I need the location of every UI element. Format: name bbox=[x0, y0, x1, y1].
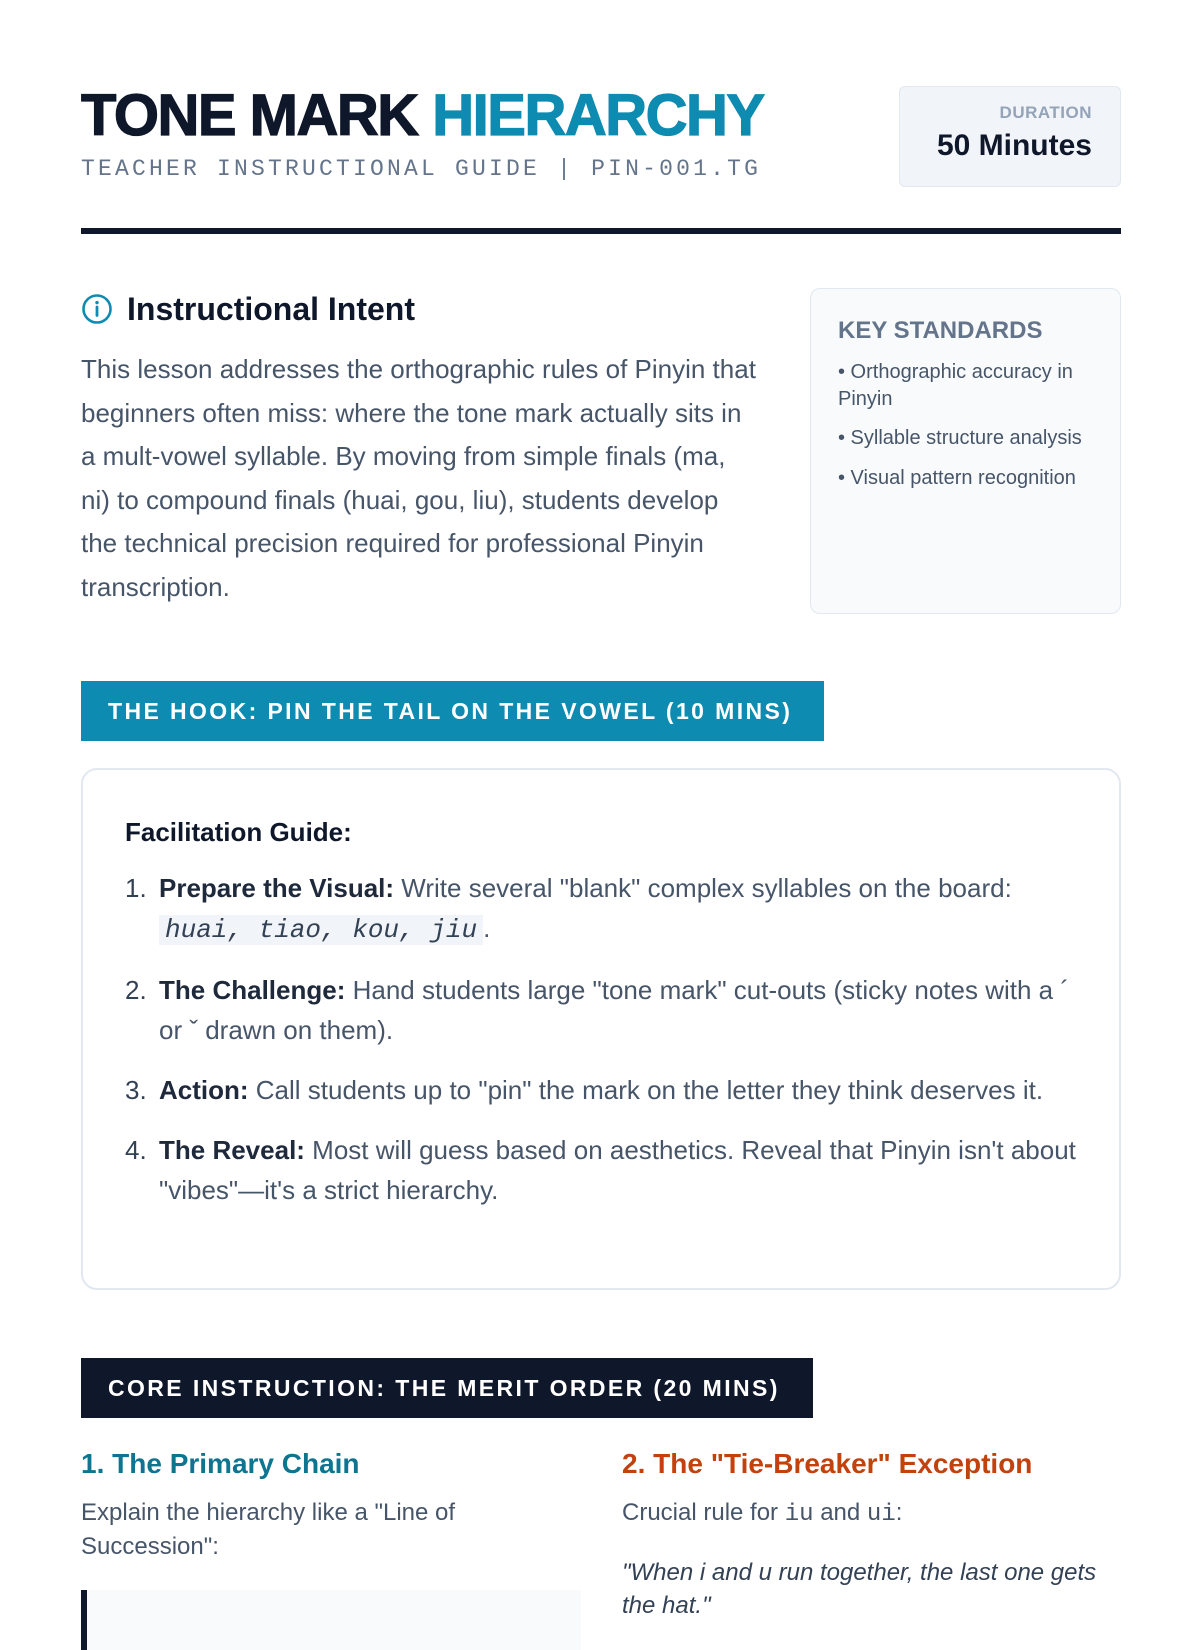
step-item bbox=[125, 1070, 1077, 1110]
step-number: 3. bbox=[125, 1075, 147, 1105]
step-item bbox=[125, 970, 1077, 1050]
facilitation-steps bbox=[125, 868, 1077, 1210]
tie-breaker-column bbox=[622, 1446, 1121, 1622]
primary-chain-column bbox=[81, 1446, 581, 1563]
primary-chain-block bbox=[81, 1590, 581, 1650]
step-number: 4. bbox=[125, 1135, 147, 1165]
primary-chain-title: 1. The Primary Chain bbox=[81, 1448, 360, 1479]
intent-section bbox=[81, 286, 761, 609]
primary-chain-text: Explain the hierarchy like a "Line of Succession": bbox=[81, 1499, 456, 1560]
title-part-dark: TONE MARK bbox=[81, 83, 418, 148]
intent-body: This lesson addresses the orthographic rules of Pinyin that beginners often miss: where the tone mark actually sits in a mult-vowel syllable. By moving from simple finals (ma, ni) to compound finals (huai, gou, liu), students develop the technical precision required for professional Pinyin transcription. bbox=[81, 354, 756, 602]
step-item bbox=[125, 1130, 1077, 1210]
tie-breaker-text-pre: Crucial rule for bbox=[622, 1499, 785, 1526]
tie-breaker-quote: "When i and u run together, the last one gets the hat." bbox=[622, 1558, 1097, 1619]
step-label: Action: bbox=[159, 1075, 249, 1105]
step-text: Call students up to "pin" the mark on the letter they think deserves it. bbox=[248, 1075, 1044, 1105]
standards-item: • Orthographic accuracy in Pinyin bbox=[838, 361, 1073, 410]
step-text: Most will guess based on aesthetics. Reveal that Pinyin isn't about "vibes"—it's a strict hierarchy. bbox=[159, 1135, 1076, 1205]
duration-label: DURATION bbox=[999, 103, 1092, 122]
title-part-accent: HIERARCHY bbox=[432, 83, 764, 148]
duration-value: 50 Minutes bbox=[936, 129, 1092, 162]
intent-heading bbox=[81, 286, 761, 332]
code-ui: ui bbox=[866, 1501, 896, 1528]
standards-item: • Syllable structure analysis bbox=[838, 427, 1082, 449]
step-number: 1. bbox=[125, 873, 147, 903]
step-number: 2. bbox=[125, 975, 147, 1005]
standards-title: KEY STANDARDS bbox=[838, 317, 1043, 344]
step-text: Hand students large "tone mark" cut-outs (sticky notes with a ´ or ˇ drawn on them). bbox=[159, 975, 1070, 1045]
page-subtitle: TEACHER INSTRUCTIONAL GUIDE | PIN-001.TG bbox=[81, 156, 762, 182]
step-label: Prepare the Visual: bbox=[159, 873, 395, 903]
standards-item: • Visual pattern recognition bbox=[838, 466, 1076, 489]
step-label: The Reveal: bbox=[159, 1135, 305, 1165]
header-divider bbox=[81, 228, 1121, 234]
step-label: The Challenge: bbox=[159, 975, 346, 1005]
tie-breaker-title: 2. The "Tie-Breaker" Exception bbox=[622, 1448, 1033, 1479]
key-standards-box bbox=[810, 288, 1121, 614]
facilitation-card bbox=[81, 768, 1121, 1290]
tie-breaker-text bbox=[622, 1496, 1121, 1532]
core-instruction-banner: CORE INSTRUCTION: THE MERIT ORDER (20 MINS) bbox=[81, 1358, 813, 1418]
standards-list bbox=[838, 359, 1093, 491]
step-item bbox=[125, 868, 1077, 950]
step-code: huai, tiao, kou, jiu bbox=[159, 915, 483, 945]
code-iu: iu bbox=[784, 1501, 814, 1528]
hook-banner: THE HOOK: PIN THE TAIL ON THE VOWEL (10 MINS) bbox=[81, 681, 824, 741]
facilitation-guide-title: Facilitation Guide: bbox=[125, 817, 352, 847]
duration-box bbox=[899, 86, 1121, 187]
step-text: Write several "blank" complex syllables on the board: bbox=[394, 873, 1012, 903]
tie-breaker-text-mid: and bbox=[813, 1499, 867, 1526]
page-title bbox=[81, 84, 764, 148]
tie-breaker-text-post: : bbox=[895, 1499, 903, 1526]
info-icon bbox=[81, 293, 113, 325]
step-tail: . bbox=[483, 913, 491, 943]
page-header bbox=[81, 84, 1121, 234]
intent-title: Instructional Intent bbox=[127, 290, 415, 327]
